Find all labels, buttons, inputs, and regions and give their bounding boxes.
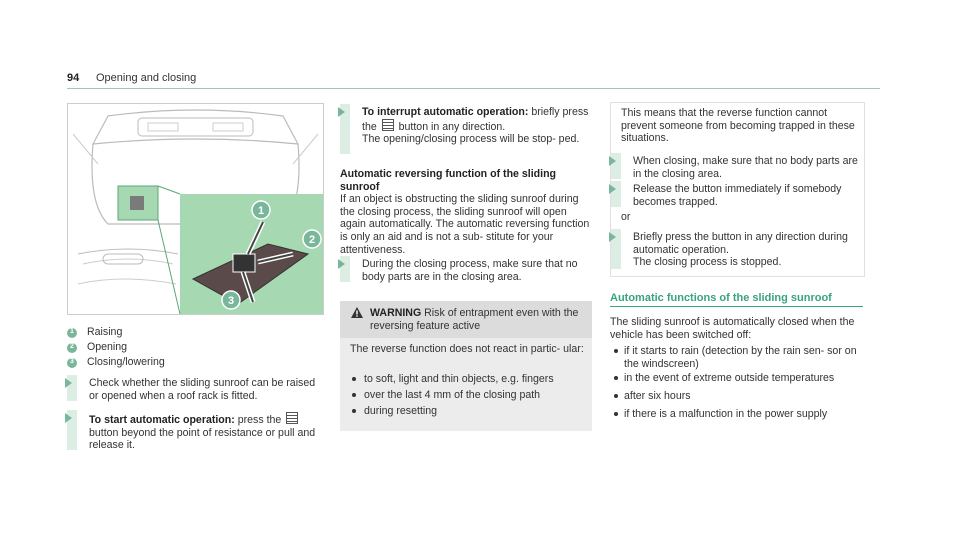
legend-number: 2: [67, 343, 77, 353]
legend-number: 3: [67, 358, 77, 368]
instruction-step: [340, 256, 595, 283]
step-text: Release the button immediately if somebody becomes trapped.: [633, 183, 842, 208]
warning-box: [340, 301, 592, 431]
step-text-part: button beyond the point of resistance or pull and release it.: [89, 426, 316, 452]
section-divider: [610, 306, 863, 307]
note-paragraph: This means that the reverse function cannot prevent someone from becoming trapped in these situations.: [621, 107, 855, 145]
figure-legend: [67, 325, 327, 370]
step-arrow-icon: [65, 413, 72, 423]
list-item-text: if there is a malfunction in the power supply: [624, 408, 828, 421]
step-text-part: Briefly press the button in any direction during automatic operation.: [633, 231, 848, 256]
callout-3-label: 3: [227, 295, 235, 307]
instruction-step: [611, 181, 861, 208]
list-item-text: over the last 4 mm of the closing path: [364, 389, 541, 401]
reversing-function-section: [340, 168, 595, 256]
list-item: [350, 389, 585, 405]
step-text-part: The opening/closing process will be stop- ped.: [362, 133, 580, 146]
step-text-part: briefly press the: [362, 106, 589, 133]
section-paragraph: If an object is obstructing the sliding sunroof during the closing process, the sliding sunroof will open again automatically. The automatic reversing function is only an aid and is not a sub- stitute for your attentiveness.: [340, 193, 590, 256]
section-heading: Automatic reversing function of the sliding sunroof: [340, 168, 557, 193]
or-label: or: [621, 211, 631, 223]
step-text: Check whether the sliding sunroof can be raised or opened when a roof rack is fitted.: [89, 377, 316, 402]
list-item: [610, 408, 865, 424]
section-paragraph: The sliding sunroof is automatically closed when the vehicle has been switched off:: [610, 316, 855, 341]
legend-number: 1: [67, 328, 77, 338]
legend-label: Opening: [87, 341, 128, 354]
section-title: Automatic functions of the sliding sunroof: [610, 292, 832, 304]
step-arrow-icon: [609, 156, 616, 166]
instruction-step: [340, 104, 595, 154]
instruction-step: [611, 153, 861, 180]
page-number: 94: [67, 72, 80, 84]
step-text-part: press the: [234, 414, 282, 426]
sunroof-button-icon: [286, 412, 298, 424]
step-text: When closing, make sure that no body parts are in the closing area.: [633, 155, 858, 180]
step-arrow-icon: [609, 232, 616, 242]
step-text-part: button in any direction.: [398, 120, 506, 133]
warning-label: WARNING: [370, 307, 422, 319]
step-heading: To start automatic operation:: [89, 414, 235, 426]
step-text: During the closing process, make sure that no body parts are in the closing area.: [362, 258, 578, 283]
instruction-step: [67, 375, 322, 402]
section-list: [610, 345, 865, 424]
instruction-step: [67, 410, 322, 452]
warning-title: [370, 307, 585, 332]
list-item-text: during resetting: [364, 405, 438, 417]
list-item-text: in the event of extreme outside temperatures: [624, 372, 835, 385]
list-item: [610, 345, 865, 370]
callout-1-label: 1: [257, 205, 265, 217]
warning-paragraph: The reverse function does not react in partic- ular:: [350, 343, 584, 355]
sunroof-button-icon: [382, 119, 394, 131]
sunroof-control-illustration: [67, 103, 324, 315]
step-arrow-icon: [338, 107, 345, 117]
warning-header: [340, 301, 592, 338]
step-arrow-icon: [609, 184, 616, 194]
step-arrow-icon: [338, 259, 345, 269]
legend-item: [67, 325, 327, 340]
warning-list: [350, 373, 585, 421]
warning-text: Risk of entrapment even with the reversing feature active: [370, 307, 579, 332]
list-item-text: to soft, light and thin objects, e.g. fingers: [364, 373, 554, 385]
list-item: [350, 373, 585, 389]
step-arrow-icon: [65, 378, 72, 388]
note-box: [610, 102, 865, 277]
callout-2-label: 2: [308, 234, 316, 246]
step-text: [350, 104, 595, 154]
legend-label: Raising: [87, 326, 123, 339]
header-divider: [67, 88, 880, 89]
list-item: [610, 372, 865, 388]
legend-item: [67, 340, 327, 355]
page-title: Opening and closing: [96, 72, 197, 84]
step-text: [621, 229, 861, 269]
warning-triangle-icon: [350, 306, 364, 319]
step-heading: To interrupt automatic operation:: [362, 106, 529, 118]
step-text: [77, 410, 322, 452]
list-item-text: if it starts to rain (detection by the rain sen- sor on the windscreen): [624, 345, 857, 370]
legend-label: Closing/lowering: [87, 356, 165, 369]
instruction-step: [611, 229, 861, 269]
list-item-text: after six hours: [624, 390, 691, 403]
list-item: [610, 390, 865, 406]
overhead-console-drawing: [68, 104, 323, 314]
step-text-part: The closing process is stopped.: [633, 256, 782, 269]
legend-item: [67, 355, 327, 370]
list-item: [350, 405, 585, 421]
